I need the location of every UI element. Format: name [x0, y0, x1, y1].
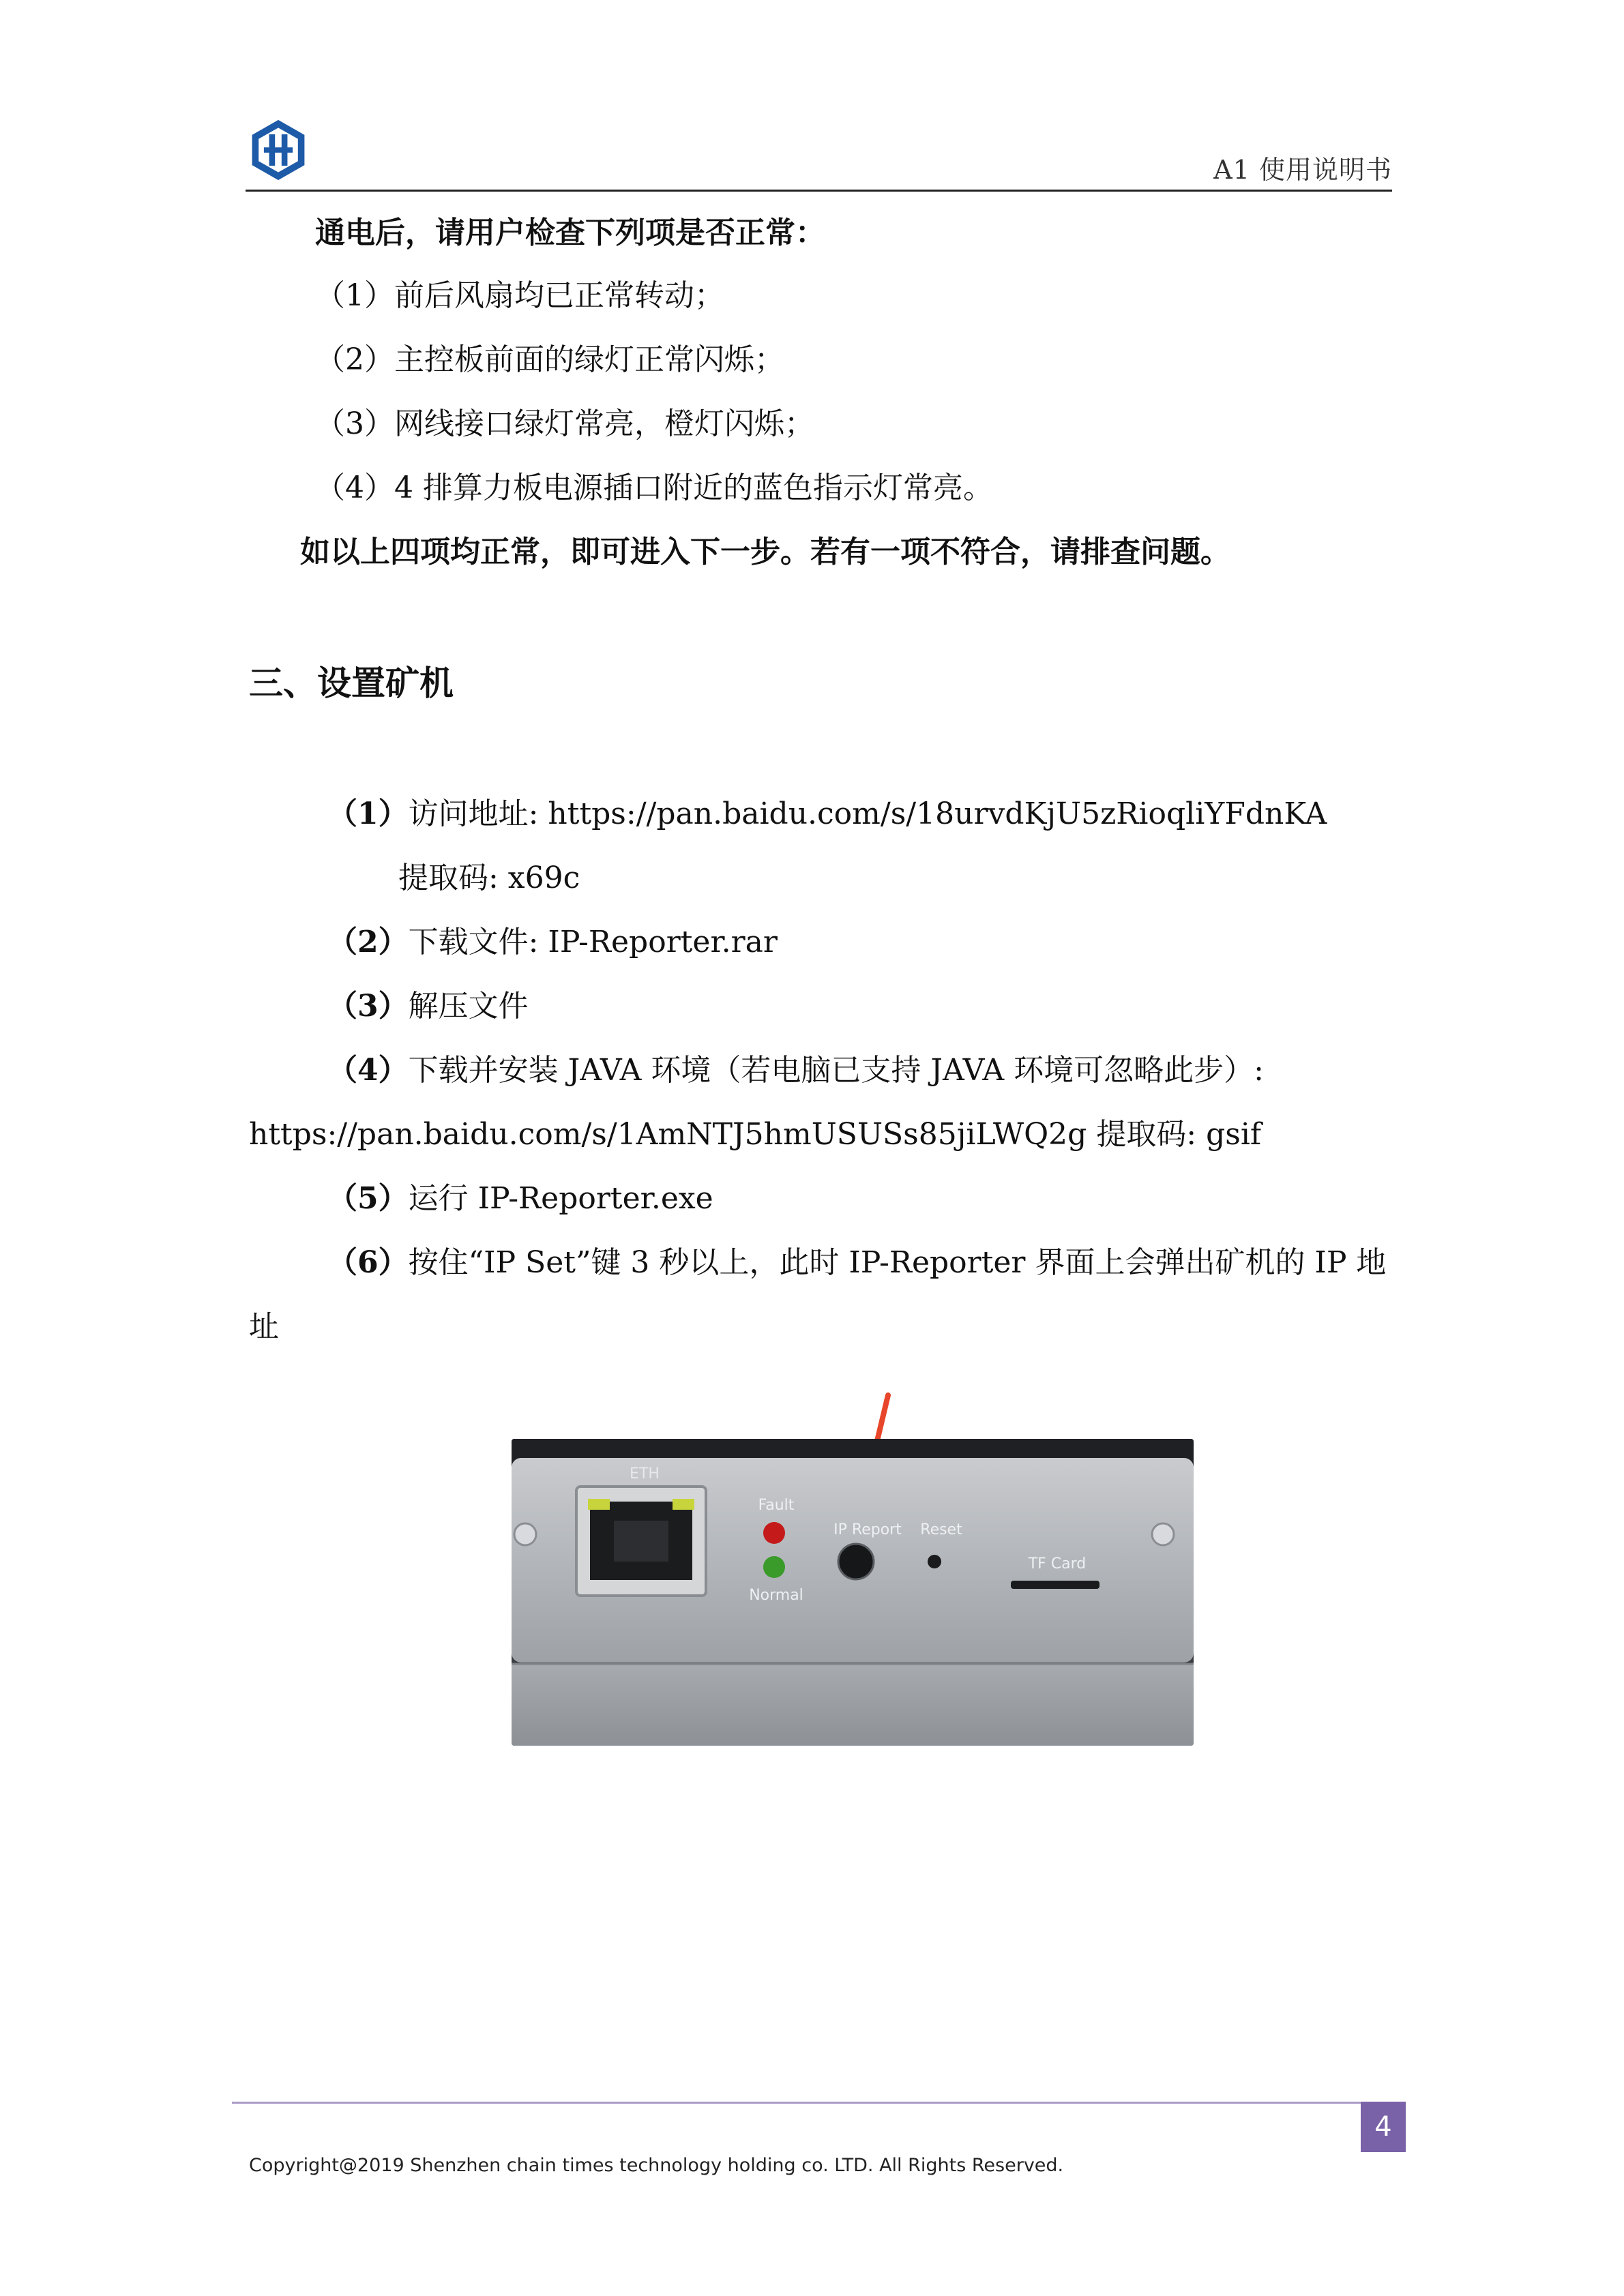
device-panel-illustration: [512, 1439, 1194, 1746]
section-heading: 三、设置矿机: [249, 663, 454, 703]
step-text: 下载文件: IP-Reporter.rar: [408, 925, 778, 959]
page-number: 4: [1361, 2102, 1406, 2152]
reset-label: Reset: [920, 1521, 962, 1538]
ip-report-button[interactable]: [838, 1544, 874, 1579]
step-text: 访问地址: https://pan.baidu.com/s/18urvdKjU5zRioqliYFdnKA: [408, 796, 1327, 831]
step-number: （4）: [327, 1053, 409, 1088]
eth-label: ETH: [630, 1465, 660, 1482]
step-1-code: 提取码: x69c: [398, 861, 580, 895]
footer-rule: [232, 2102, 1361, 2104]
step-4: [327, 1050, 1264, 1091]
check-item: （2）主控板前面的绿灯正常闪烁；: [315, 342, 784, 377]
step-5: [327, 1178, 713, 1219]
step-6-continued: 址: [249, 1309, 279, 1344]
normal-led: [763, 1556, 785, 1578]
header-rule: [246, 190, 1392, 192]
eth-led-orange: [673, 1499, 694, 1510]
step-6: [327, 1242, 1386, 1283]
step-text: 解压文件: [408, 989, 529, 1024]
step-number: （6）: [327, 1245, 409, 1280]
check-intro: 通电后，请用户检查下列项是否正常：: [315, 215, 825, 250]
check-item: （3）网线接口绿灯常亮，橙灯闪烁；: [315, 406, 814, 441]
step-number: （2）: [327, 925, 409, 959]
step-number: （5）: [327, 1181, 409, 1216]
check-item: （4）4 排算力板电源插口附近的蓝色指示灯常亮。: [315, 471, 993, 505]
step-text: 下载并安装 JAVA 环境（若电脑已支持 JAVA 环境可忽略此步）:: [408, 1053, 1264, 1088]
copyright-text: Copyright@2019 Shenzhen chain times technology holding co. LTD. All Rights Reserved.: [249, 2155, 1064, 2176]
fault-label: Fault: [758, 1497, 795, 1514]
device-panel-photo: [512, 1439, 1194, 1746]
step-2: [327, 922, 778, 963]
step-text: 运行 IP-Reporter.exe: [408, 1181, 713, 1216]
step-text: 按住“IP Set”键 3 秒以上，此时 IP-Reporter 界面上会弹出矿机的 IP 地: [408, 1245, 1387, 1280]
step-3: [327, 986, 529, 1027]
step-4-link: https://pan.baidu.com/s/1AmNTJ5hmUSUSs85jiLWQ2g 提取码: gsif: [249, 1117, 1262, 1152]
normal-label: Normal: [749, 1587, 803, 1604]
check-conclusion: 如以上四项均正常，即可进入下一步。若有一项不符合，请排查问题。: [300, 535, 1230, 569]
screw-icon: [1152, 1523, 1174, 1545]
step-number: （3）: [327, 989, 409, 1024]
tf-card-label: TF Card: [1028, 1555, 1087, 1572]
step-number: （1）: [327, 796, 409, 831]
screw-icon: [514, 1523, 536, 1545]
company-logo-icon: [246, 117, 311, 183]
tf-card-slot[interactable]: [1011, 1581, 1099, 1589]
document-title: A1 使用说明书: [1213, 155, 1392, 185]
ip-report-label: IP Report: [833, 1521, 902, 1538]
fault-led: [763, 1522, 785, 1544]
check-item: （1）前后风扇均已正常转动；: [315, 278, 724, 313]
eth-led-green: [588, 1499, 610, 1510]
step-1: [327, 794, 1327, 835]
reset-pinhole[interactable]: [928, 1555, 941, 1568]
